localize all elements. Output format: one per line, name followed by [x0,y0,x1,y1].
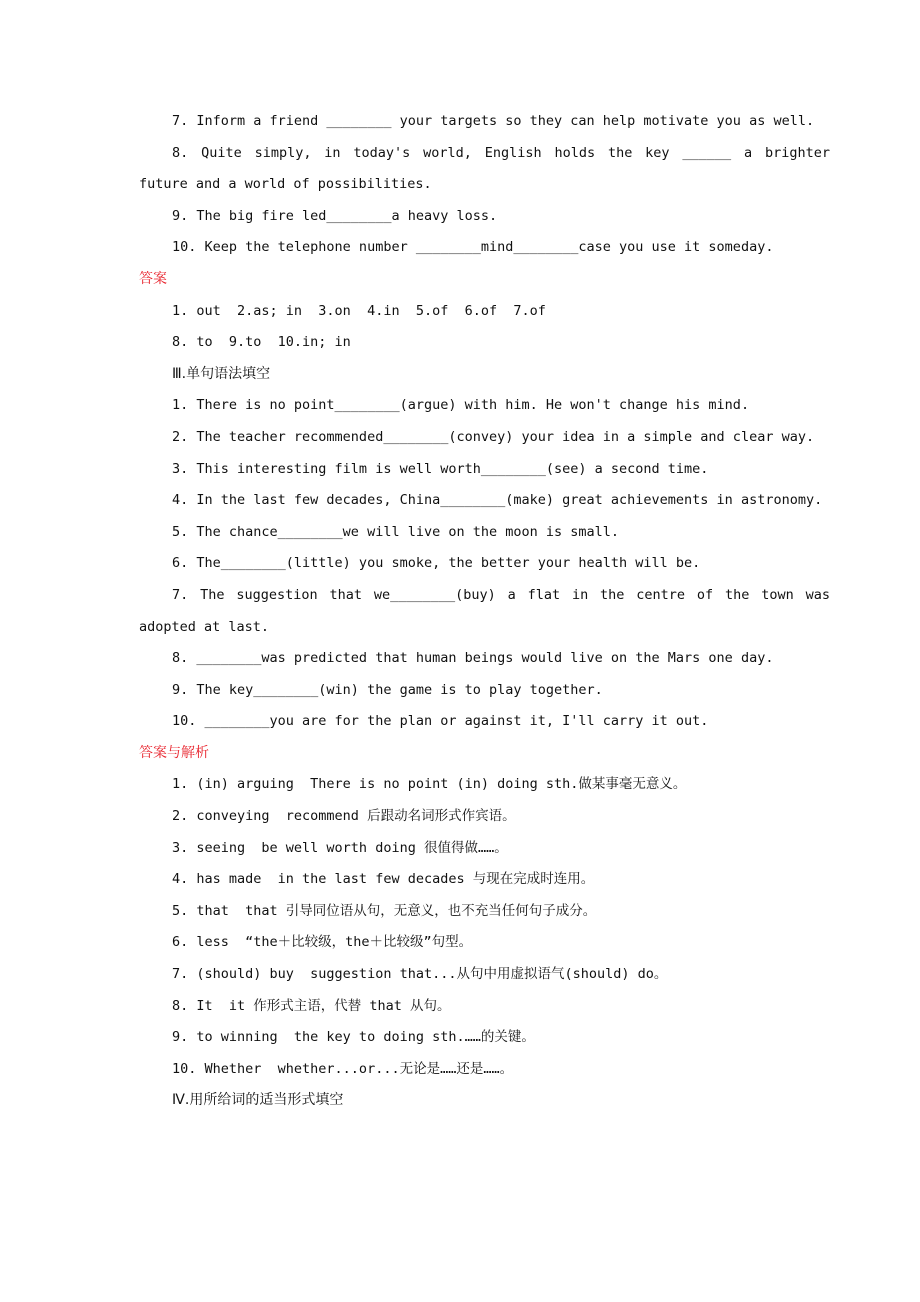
answer-analysis-item: 10. Whether whether...or...无论是……还是……。 [172,1060,514,1077]
question-item: 5. The chance________we will live on the moon is small. [172,523,620,540]
answer-analysis-item: 2. conveying recommend 后跟动名词形式作宾语。 [172,808,516,825]
question-item: 6. The________(little) you smoke, the better your health will be. [172,555,701,572]
question-item: 1. There is no point________(argue) with him. He won't change his mind. [172,397,750,414]
answer-analysis-item: 3. seeing be well worth doing 很值得做……。 [172,839,508,856]
answer-analysis-item: 8. It it 作形式主语，代替 that 从句。 [172,997,451,1014]
question-item: 2. The teacher recommended________(convey) your idea in a simple and clear way. [172,428,815,445]
answer-analysis-item: 7. (should) buy suggestion that...从句中用虚拟语气(should) do。 [172,966,668,983]
answer-analysis-item: 4. has made in the last few decades 与现在完成时连用。 [172,871,595,888]
answer-line: 8. to 9.to 10.in; in [172,334,351,351]
question-item: 8. ________was predicted that human beings would live on the Mars one day. [172,650,774,667]
answer-analysis-item: 1. (in) arguing There is no point (in) doing sth.做某事毫无意义。 [172,776,687,793]
answer-analysis-title: 答案与解析 [139,744,209,761]
question-item: 9. The key________(win) the game is to play together. [172,681,603,698]
question-9: 9. The big fire led________a heavy loss. [172,207,498,224]
document-page [139,106,830,1117]
question-item: 4. In the last few decades, China________(make) great achievements in astronomy. [172,492,823,509]
answer-title: 答案 [139,270,167,287]
question-item: 3. This interesting film is well worth________(see) a second time. [172,460,709,477]
section-heading-3: Ⅲ.单句语法填空 [172,365,271,382]
answer-analysis-item: 6. less “the＋比较级，the＋比较级”句型。 [172,934,473,951]
answer-analysis-item: 5. that that 引导同位语从句，无意义，也不充当任何句子成分。 [172,902,597,919]
answer-analysis-item: 9. to winning the key to doing sth.……的关键。 [172,1029,535,1046]
question-item: 7. The suggestion that we________(buy) a flat in the centre of the town was adopted at last. [139,586,830,635]
question-8: 8. Quite simply, in today's world, English holds the key ______ a brighter future and a world of possibilities. [139,144,830,193]
answer-line: 1. out 2.as; in 3.on 4.in 5.of 6.of 7.of [172,302,546,319]
question-10: 10. Keep the telephone number ________mind________case you use it someday. [172,239,774,256]
question-item: 10. ________you are for the plan or against it, I'll carry it out. [172,713,709,730]
question-7: 7. Inform a friend ________ your targets so they can help motivate you as well. [172,113,815,129]
section-heading-4: Ⅳ.用所给词的适当形式填空 [172,1092,344,1109]
